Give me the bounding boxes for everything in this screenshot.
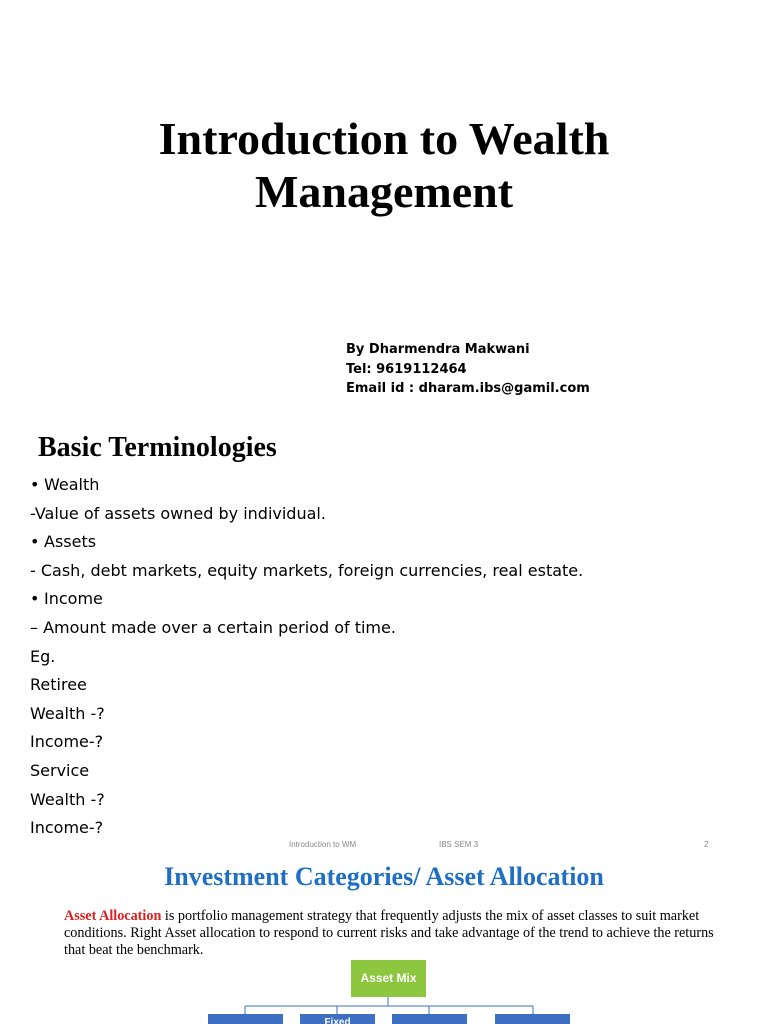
list-item-text: -Value of assets owned by individual. xyxy=(30,503,326,523)
bullet-glyph: • xyxy=(30,532,40,552)
asset-class-node-4 xyxy=(495,1014,570,1024)
footer-page-number: 2 xyxy=(704,840,709,849)
slide-asset-allocation xyxy=(0,856,768,1024)
list-item-text: Wealth -? xyxy=(30,789,105,809)
slide-title xyxy=(0,0,768,420)
asset-class-node-3 xyxy=(392,1014,467,1024)
list-item xyxy=(30,614,583,643)
slide-heading: Basic Terminologies xyxy=(38,432,277,463)
presentation-title xyxy=(0,112,768,218)
author-tel: Tel: 9619112464 xyxy=(346,361,467,377)
list-item xyxy=(30,500,583,529)
list-item-text: Eg. xyxy=(30,646,56,666)
list-item-text: Wealth -? xyxy=(30,703,105,723)
author-block xyxy=(346,340,590,399)
list-item xyxy=(30,814,583,843)
list-item xyxy=(30,585,583,614)
list-item-text: Income-? xyxy=(30,818,104,838)
asset-mix-node: Asset Mix xyxy=(351,960,426,997)
list-item-text: Service xyxy=(30,760,90,780)
footer-mid: IBS SEM 3 xyxy=(439,840,479,849)
terminology-list xyxy=(30,471,583,843)
list-item-text: – Amount made over a certain period of time. xyxy=(30,617,396,637)
asset-class-node-2: Fixed xyxy=(300,1014,375,1024)
list-item xyxy=(30,671,583,700)
footer-left: Introduction to WM xyxy=(289,840,357,849)
slide-heading: Investment Categories/ Asset Allocation xyxy=(164,862,604,891)
list-item-text: Assets xyxy=(44,532,97,552)
paragraph-body: is portfolio management strategy that frequently adjusts the mix of asset classes to suit market conditions. Right Asset allocation to respond to current risks and take advantage of the trend to achieve the returns that beat the benchmark. xyxy=(64,908,714,958)
list-item-text: Retiree xyxy=(30,675,87,695)
slide-basic-terminologies xyxy=(0,420,768,856)
title-line-2: Management xyxy=(254,166,514,217)
bullet-glyph: • xyxy=(30,589,40,609)
list-item xyxy=(30,786,583,815)
author-email: Email id : dharam.ibs@gamil.com xyxy=(346,381,590,396)
list-item xyxy=(30,557,583,586)
list-item xyxy=(30,528,583,557)
list-item-text: - Cash, debt markets, equity markets, foreign currencies, real estate. xyxy=(30,560,584,580)
list-item xyxy=(30,643,583,672)
org-chart-connectors xyxy=(0,856,768,1024)
asset-class-node-1 xyxy=(208,1014,283,1024)
title-line-1: Introduction to Wealth xyxy=(158,113,610,164)
list-item-text: Wealth xyxy=(44,475,100,494)
list-item xyxy=(30,471,583,500)
bullet-glyph: • xyxy=(30,475,40,494)
list-item xyxy=(30,700,583,729)
list-item xyxy=(30,728,583,757)
list-item-text: Income xyxy=(44,589,103,609)
author-name: By Dharmendra Makwani xyxy=(346,342,530,357)
list-item xyxy=(30,757,583,786)
list-item-text: Income-? xyxy=(30,732,104,752)
paragraph-lead: Asset Allocation xyxy=(64,908,162,924)
